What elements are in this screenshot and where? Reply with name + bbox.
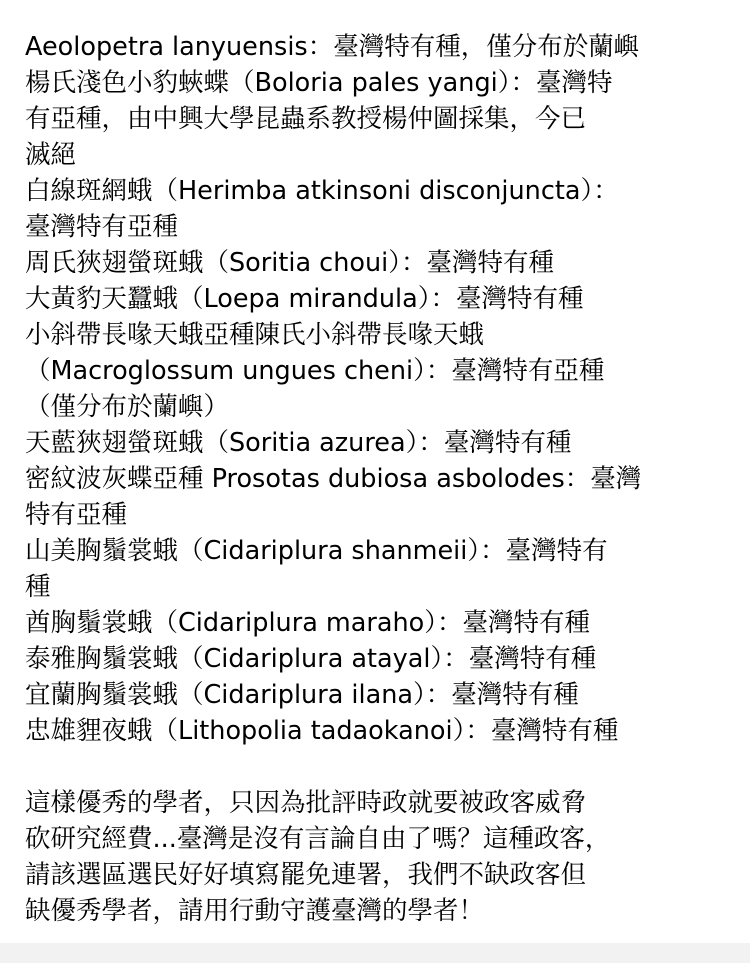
species-list bbox=[25, 29, 735, 749]
species-line: 特有亞種 bbox=[25, 500, 128, 530]
species-line: 臺灣特有亞種 bbox=[25, 212, 179, 242]
closing-line: 砍研究經費...臺灣是沒有言論自由了嗎？這種政客， bbox=[25, 824, 611, 854]
species-line: 天藍狹翅螢斑蛾（Soritia azurea）：臺灣特有種 bbox=[25, 428, 572, 458]
species-line: 忠雄貍夜蛾（Lithopolia tadaokanoi）：臺灣特有種 bbox=[25, 716, 619, 746]
closing-line: 缺優秀學者，請用行動守護臺灣的學者！ bbox=[25, 896, 485, 926]
species-line: 泰雅胸鬚裳蛾（Cidariplura atayal）：臺灣特有種 bbox=[25, 644, 597, 674]
species-line: 酋胸鬚裳蛾（Cidariplura maraho）：臺灣特有種 bbox=[25, 608, 591, 638]
species-line: 密紋波灰蝶亞種 Prosotas dubiosa asbolodes：臺灣 bbox=[25, 464, 642, 494]
closing-line: 這樣優秀的學者，只因為批評時政就要被政客威脅 bbox=[25, 788, 587, 818]
species-line: 滅絕 bbox=[25, 140, 77, 170]
species-line: Aeolopetra lanyuensis：臺灣特有種，僅分布於蘭嶼 bbox=[25, 32, 640, 62]
closing-paragraph bbox=[25, 785, 735, 929]
bottom-divider-bar bbox=[0, 943, 750, 963]
species-line: 小斜帶長喙天蛾亞種陳氏小斜帶長喙天蛾 bbox=[25, 320, 485, 350]
paragraph-spacer bbox=[25, 749, 735, 785]
species-line: 周氏狹翅螢斑蛾（Soritia choui）：臺灣特有種 bbox=[25, 248, 554, 278]
species-line: 有亞種，由中興大學昆蟲系教授楊仲圖採集，今已 bbox=[25, 104, 587, 134]
species-line: （僅分布於蘭嶼） bbox=[25, 392, 230, 422]
closing-line: 請該選區選民好好填寫罷免連署，我們不缺政客但 bbox=[25, 860, 587, 890]
post-body bbox=[25, 29, 735, 929]
species-line: 宜蘭胸鬚裳蛾（Cidariplura ilana）：臺灣特有種 bbox=[25, 680, 579, 710]
species-line: （Macroglossum ungues cheni）：臺灣特有亞種 bbox=[25, 356, 605, 386]
species-line: 白線斑網蛾（Herimba atkinsoni disconjuncta）： bbox=[25, 176, 619, 206]
species-line: 大黃豹天蠶蛾（Loepa mirandula）：臺灣特有種 bbox=[25, 284, 584, 314]
species-line: 楊氏淺色小豹蛺蝶（Boloria pales yangi）：臺灣特 bbox=[25, 68, 613, 98]
species-line: 種 bbox=[25, 572, 51, 602]
species-line: 山美胸鬚裳蛾（Cidariplura shanmeii）：臺灣特有 bbox=[25, 536, 608, 566]
